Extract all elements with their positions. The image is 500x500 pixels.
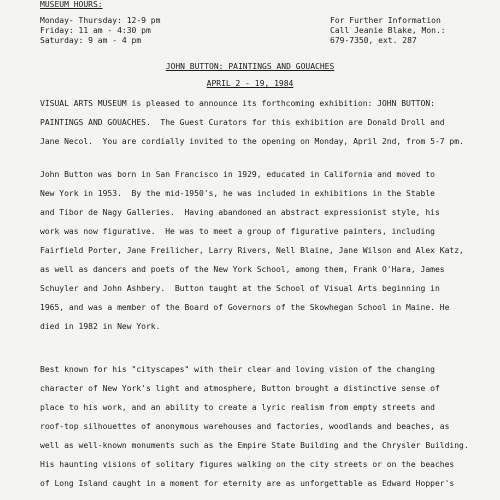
hours-line: Friday: 11 am - 4:30 pm xyxy=(40,26,151,35)
text-line: character of New York's light and atmosphere, Button brought a distinctive sense of xyxy=(40,384,440,393)
exhibition-title: JOHN BUTTON: PAINTINGS AND GOUACHES xyxy=(165,62,335,71)
text-line: VISUAL ARTS MUSEUM is pleased to announce its forthcoming exhibition: JOHN BUTTON: xyxy=(40,99,435,108)
text-line: PAINTINGS AND GOUACHES. The Guest Curators for this exhibition are Donald Droll and xyxy=(40,118,445,127)
paragraph-biography xyxy=(40,165,480,336)
text-line: New York in 1953. By the mid-1950's, he was included in exhibitions in the Stable xyxy=(40,189,435,198)
museum-hours xyxy=(40,16,160,46)
contact-line: 679-7350, ext. 287 xyxy=(330,36,417,45)
text-line: Schuyler and John Ashbery. Button taught at the School of Visual Arts beginning in xyxy=(40,284,440,293)
text-line: work was now figurative. He was to meet a group of figurative painters, including xyxy=(40,227,435,236)
text-line: well as well-known monuments such as the Empire State Building and the Chrysler Building. xyxy=(40,441,469,450)
text-line: Fairfield Porter, Jane Freilicher, Larry Rivers, Nell Blaine, Jane Wilson and Alex Katz, xyxy=(40,246,464,255)
contact-line: Call Jeanie Blake, Mon.: xyxy=(330,26,446,35)
text-line: and Tibor de Nagy Galleries. Having abandoned an abstract expressionist style, his xyxy=(40,208,440,217)
text-line: Best known for his "cityscapes" with their clear and loving vision of the changing xyxy=(40,365,435,374)
exhibition-dates: APRIL 2 - 19, 1984 xyxy=(206,79,294,88)
text-line: died in 1982 in New York. xyxy=(40,322,161,331)
hours-line: Monday- Thursday: 12-9 pm xyxy=(40,16,161,25)
contact-line: For Further Information xyxy=(330,16,441,25)
text-line: John Button was born in San Francisco in 1929, educated in California and moved to xyxy=(40,170,435,179)
text-line: 1965, and was a member of the Board of Governors of the Skowhegan School in Maine. He xyxy=(40,303,450,312)
text-line: roof-top silhouettes of anonymous warehouses and factories, woodlands and beaches, as xyxy=(40,422,450,431)
paragraph-cityscapes xyxy=(40,360,480,493)
hours-line: Saturday: 9 am - 4 pm xyxy=(40,36,142,45)
text-line: His haunting visions of solitary figures walking on the city streets or on the beaches xyxy=(40,460,455,469)
museum-hours-heading: MUSEUM HOURS: xyxy=(40,0,103,9)
text-line: as well as dancers and poets of the New York School, among them, Frank O'Hara, James xyxy=(40,265,445,274)
text-line: Jane Necol. You are cordially invited to the opening on Monday, April 2nd, from 5-7 pm. xyxy=(40,137,464,146)
text-line: of Long Island caught in a moment for eternity are as unforgettable as Edward Hopper's xyxy=(40,479,455,488)
paragraph-announcement xyxy=(40,94,480,151)
text-line: place to his work, and an ability to create a lyric realism from empty streets and xyxy=(40,403,435,412)
contact-info xyxy=(330,16,446,46)
